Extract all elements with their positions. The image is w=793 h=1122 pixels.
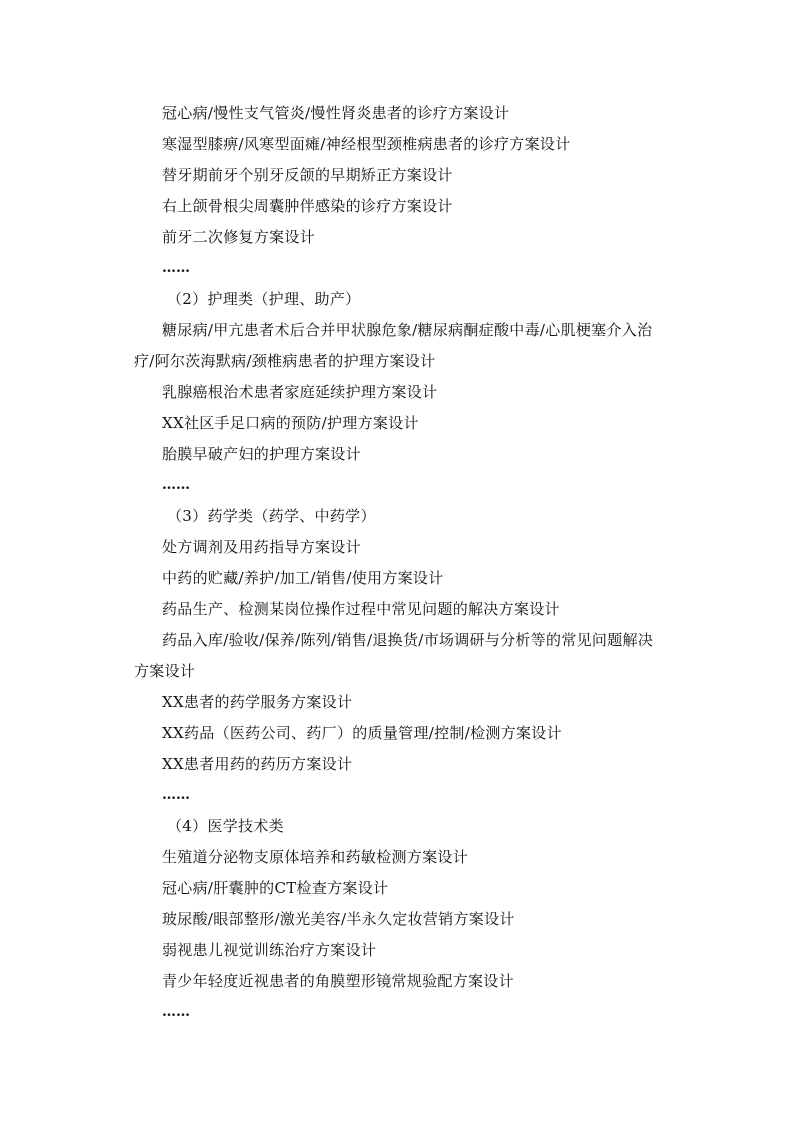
list-item: XX患者的药学服务方案设计 — [162, 693, 353, 711]
list-item: XX患者用药的药历方案设计 — [162, 755, 353, 773]
list-item: 冠心病/慢性支气管炎/慢性肾炎患者的诊疗方案设计 — [162, 104, 510, 122]
list-item-continuation: 方案设计 — [134, 662, 196, 680]
list-item: 替牙期前牙个别牙反颌的早期矫正方案设计 — [162, 166, 453, 184]
list-item: XX社区手足口病的预防/护理方案设计 — [162, 414, 419, 432]
list-item: 青少年轻度近视患者的角膜塑形镜常规验配方案设计 — [162, 972, 514, 990]
list-item: 乳腺癌根治术患者家庭延续护理方案设计 — [162, 383, 438, 401]
ellipsis-more: …… — [162, 477, 190, 493]
list-item: 中药的贮藏/养护/加工/销售/使用方案设计 — [162, 569, 444, 587]
list-item: 冠心病/肝囊肿的CT检查方案设计 — [162, 879, 389, 897]
list-item: 处方调剂及用药指导方案设计 — [162, 538, 361, 556]
list-item: 药品生产、检测某岗位操作过程中常见问题的解决方案设计 — [162, 600, 560, 618]
ellipsis-more: …… — [162, 260, 190, 276]
list-item: XX药品（医药公司、药厂）的质量管理/控制/检测方案设计 — [162, 724, 562, 742]
list-item: 弱视患儿视觉训练治疗方案设计 — [162, 941, 377, 959]
list-item: 生殖道分泌物支原体培养和药敏检测方案设计 — [162, 848, 469, 866]
ellipsis-more: …… — [162, 1004, 190, 1020]
list-item: 胎膜早破产妇的护理方案设计 — [162, 445, 361, 463]
section-heading-nursing: （2）护理类（护理、助产） — [167, 290, 361, 308]
list-item: 糖尿病/甲亢患者术后合并甲状腺危象/糖尿病酮症酸中毒/心肌梗塞介入治 — [162, 321, 653, 339]
ellipsis-more: …… — [162, 787, 190, 803]
section-heading-medtech: （4）医学技术类 — [167, 817, 284, 835]
section-heading-pharmacy: （3）药学类（药学、中药学） — [167, 507, 376, 525]
list-item: 药品入库/验收/保养/陈列/销售/退换货/市场调研与分析等的常见问题解决 — [162, 631, 654, 649]
list-item: 右上颌骨根尖周囊肿伴感染的诊疗方案设计 — [162, 197, 453, 215]
list-item: 玻尿酸/眼部整形/激光美容/半永久定妆营销方案设计 — [162, 910, 515, 928]
document-body — [134, 98, 704, 1028]
list-item-continuation: 疗/阿尔茨海默病/颈椎病患者的护理方案设计 — [134, 352, 436, 370]
list-item: 寒湿型膝痹/风寒型面瘫/神经根型颈椎病患者的诊疗方案设计 — [162, 135, 571, 153]
list-item: 前牙二次修复方案设计 — [162, 228, 316, 246]
